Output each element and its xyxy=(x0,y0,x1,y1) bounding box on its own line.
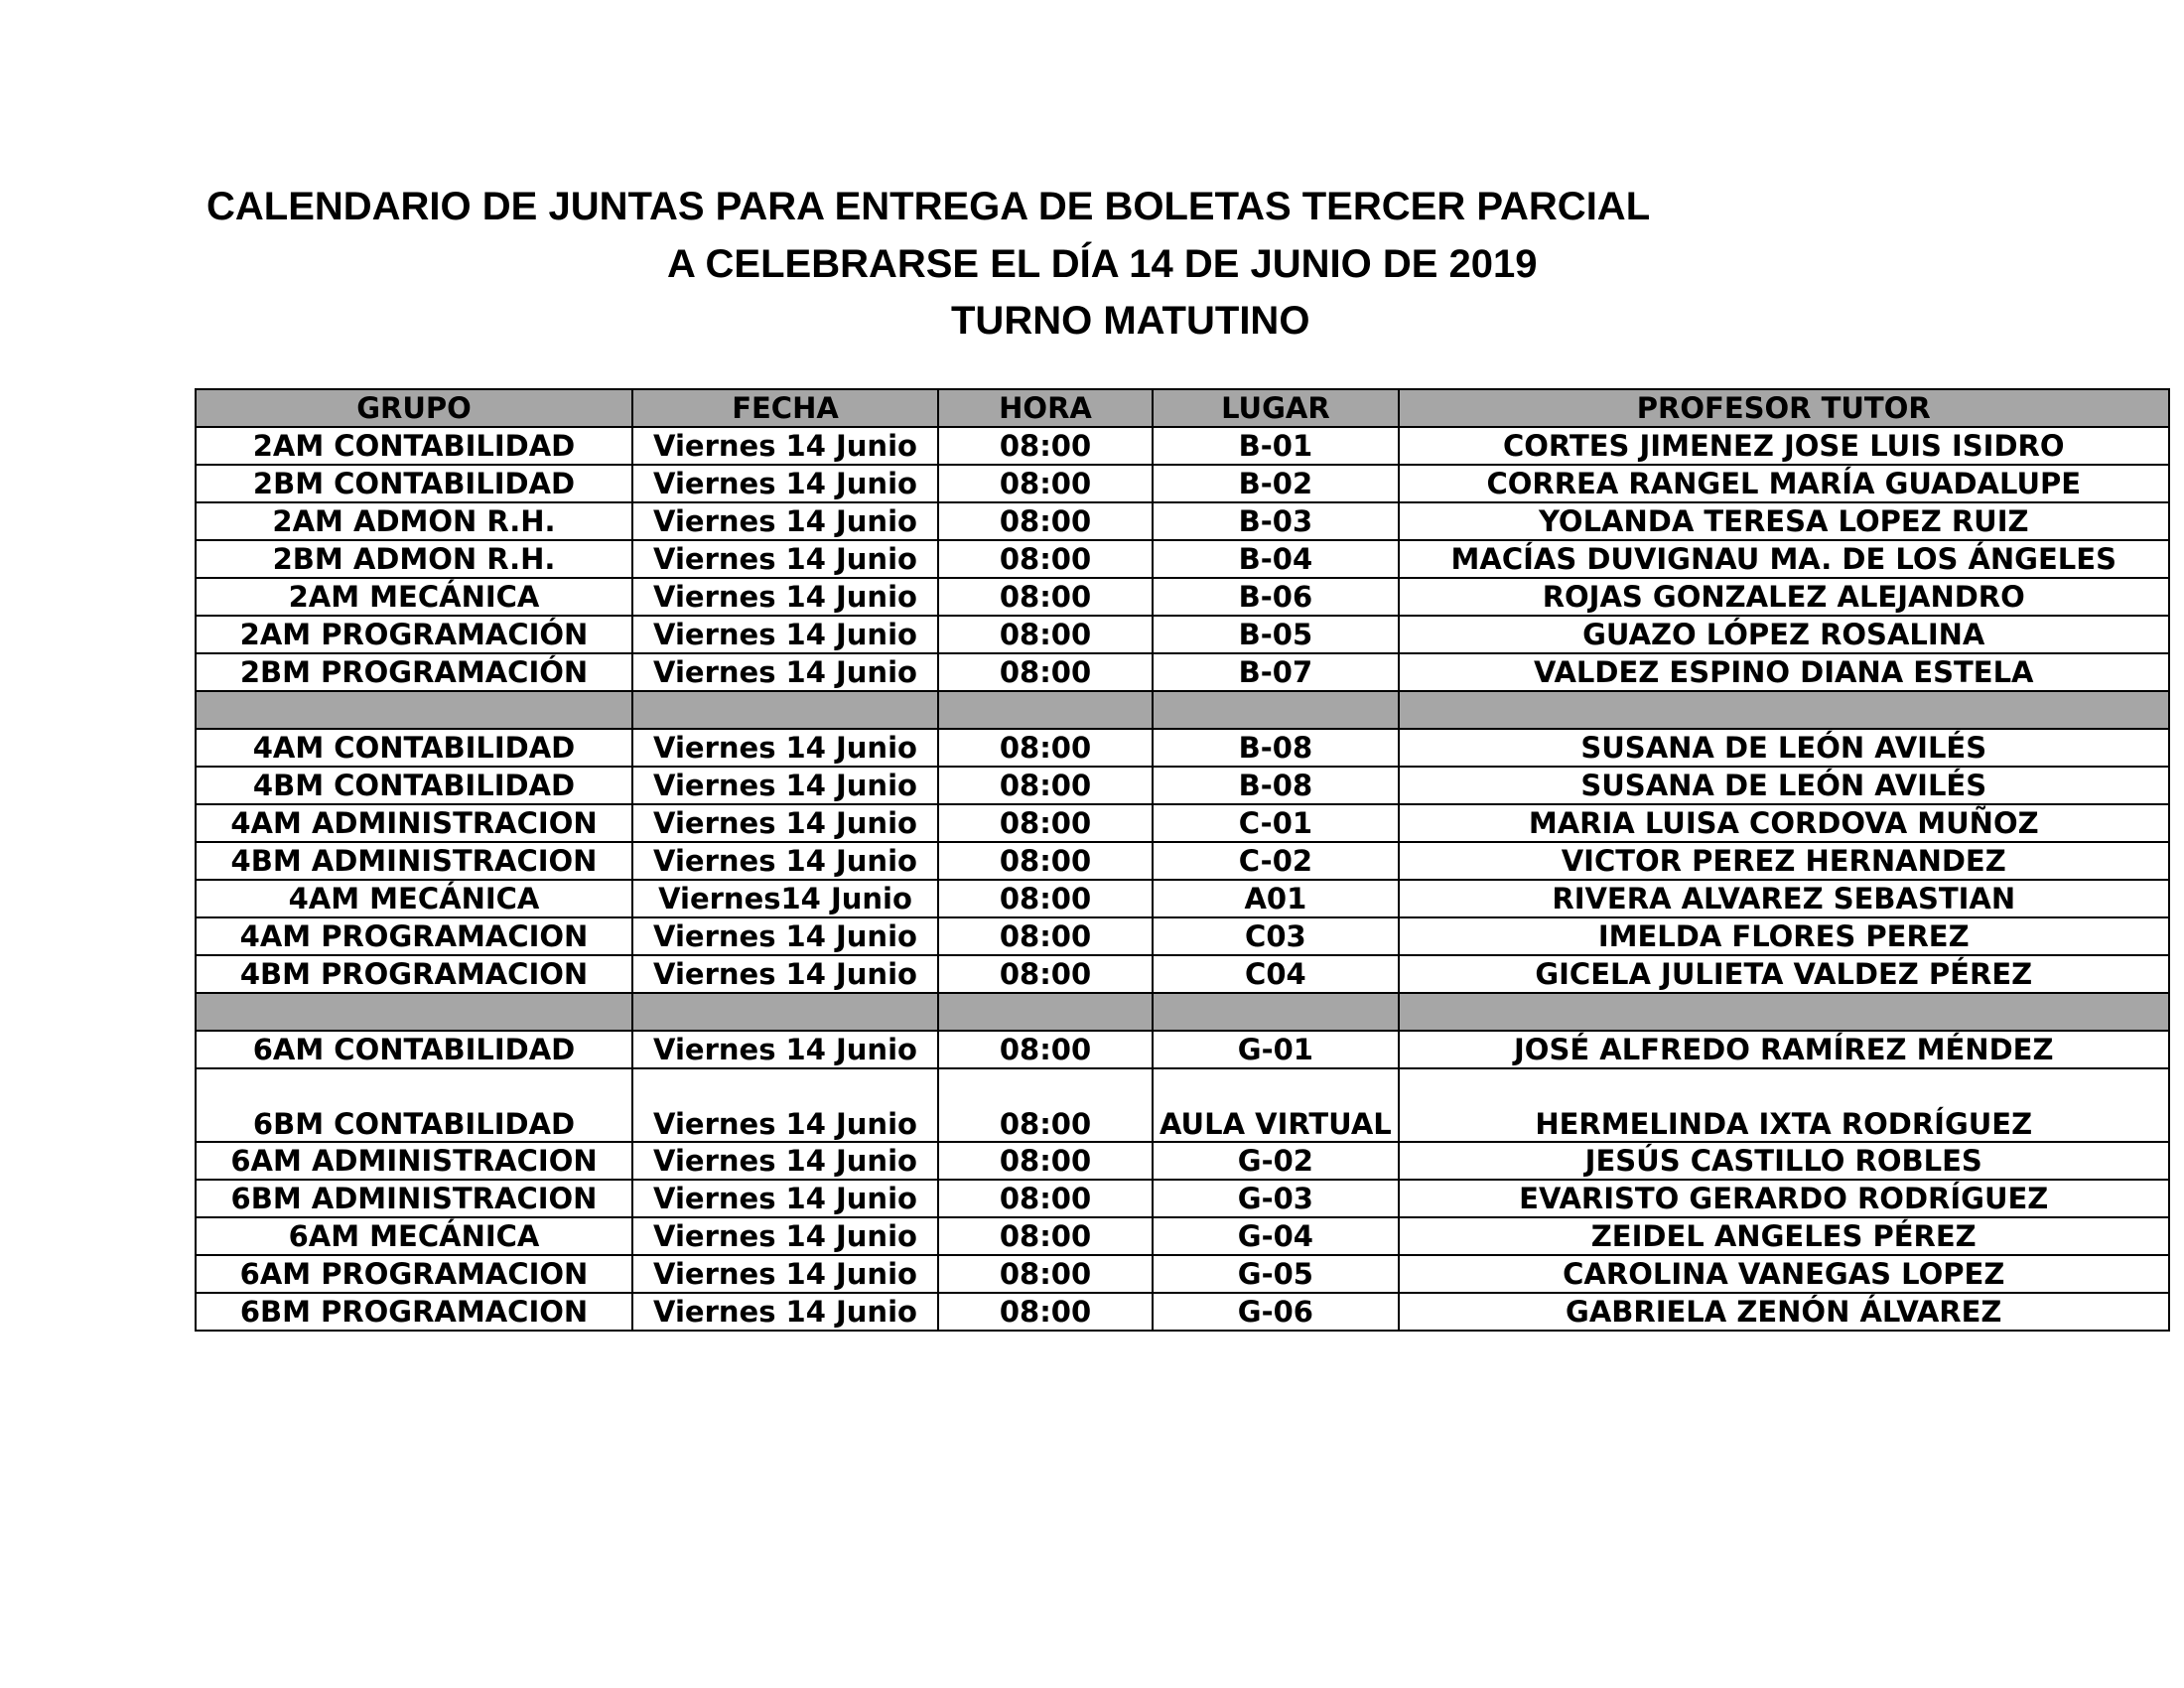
cell-grupo: 2AM PROGRAMACIÓN xyxy=(196,616,632,653)
table-row xyxy=(196,804,2169,842)
cell-grupo: 4BM ADMINISTRACION xyxy=(196,842,632,880)
cell-fecha: Viernes 14 Junio xyxy=(632,842,938,880)
cell-grupo: 6AM CONTABILIDAD xyxy=(196,1031,632,1068)
cell-profesor-tutor: GICELA JULIETA VALDEZ PÉREZ xyxy=(1399,955,2169,993)
cell-profesor-tutor: JESÚS CASTILLO ROBLES xyxy=(1399,1142,2169,1180)
cell-profesor-tutor: GUAZO LÓPEZ ROSALINA xyxy=(1399,616,2169,653)
cell-lugar: B-08 xyxy=(1153,729,1399,767)
cell-fecha: Viernes 14 Junio xyxy=(632,1180,938,1217)
cell-fecha: Viernes 14 Junio xyxy=(632,616,938,653)
cell-lugar: G-03 xyxy=(1153,1180,1399,1217)
cell-lugar: G-05 xyxy=(1153,1255,1399,1293)
cell-profesor-tutor: SUSANA DE LEÓN AVILÉS xyxy=(1399,767,2169,804)
cell-profesor-tutor: EVARISTO GERARDO RODRÍGUEZ xyxy=(1399,1180,2169,1217)
table-row xyxy=(196,578,2169,616)
cell-hora: 08:00 xyxy=(938,1255,1153,1293)
table-row xyxy=(196,1255,2169,1293)
cell-grupo: 2BM PROGRAMACIÓN xyxy=(196,653,632,691)
cell-lugar: G-06 xyxy=(1153,1293,1399,1331)
cell-grupo: 6BM CONTABILIDAD xyxy=(196,1068,632,1142)
table-row xyxy=(196,502,2169,540)
table-row xyxy=(196,540,2169,578)
cell-hora: 08:00 xyxy=(938,1068,1153,1142)
cell-fecha: Viernes 14 Junio xyxy=(632,1142,938,1180)
separator-cell xyxy=(1399,993,2169,1031)
separator-cell xyxy=(632,993,938,1031)
table-row xyxy=(196,729,2169,767)
cell-hora: 08:00 xyxy=(938,917,1153,955)
cell-fecha: Viernes 14 Junio xyxy=(632,540,938,578)
cell-lugar: B-02 xyxy=(1153,465,1399,502)
table-row xyxy=(196,917,2169,955)
cell-hora: 08:00 xyxy=(938,804,1153,842)
schedule-table xyxy=(195,388,2170,1332)
table-row xyxy=(196,653,2169,691)
cell-fecha: Viernes 14 Junio xyxy=(632,465,938,502)
cell-fecha: Viernes 14 Junio xyxy=(632,1293,938,1331)
cell-lugar: B-07 xyxy=(1153,653,1399,691)
separator-cell xyxy=(1399,691,2169,729)
document-shift: TURNO MATUTINO xyxy=(951,299,1310,343)
cell-grupo: 4AM PROGRAMACION xyxy=(196,917,632,955)
cell-profesor-tutor: ZEIDEL ANGELES PÉREZ xyxy=(1399,1217,2169,1255)
cell-profesor-tutor: VICTOR PEREZ HERNANDEZ xyxy=(1399,842,2169,880)
cell-lugar: B-06 xyxy=(1153,578,1399,616)
header-hora: HORA xyxy=(938,389,1153,427)
cell-hora: 08:00 xyxy=(938,955,1153,993)
cell-hora: 08:00 xyxy=(938,1031,1153,1068)
cell-grupo: 6AM ADMINISTRACION xyxy=(196,1142,632,1180)
separator-cell xyxy=(1153,691,1399,729)
cell-profesor-tutor: HERMELINDA IXTA RODRÍGUEZ xyxy=(1399,1068,2169,1142)
cell-lugar: B-01 xyxy=(1153,427,1399,465)
cell-lugar: G-02 xyxy=(1153,1142,1399,1180)
cell-fecha: Viernes 14 Junio xyxy=(632,1217,938,1255)
cell-grupo: 4AM MECÁNICA xyxy=(196,880,632,917)
cell-profesor-tutor: CORTES JIMENEZ JOSE LUIS ISIDRO xyxy=(1399,427,2169,465)
cell-profesor-tutor: CAROLINA VANEGAS LOPEZ xyxy=(1399,1255,2169,1293)
document-title: CALENDARIO DE JUNTAS PARA ENTREGA DE BOLETAS TERCER PARCIAL xyxy=(206,185,1651,228)
cell-lugar: C-01 xyxy=(1153,804,1399,842)
cell-profesor-tutor: ROJAS GONZALEZ ALEJANDRO xyxy=(1399,578,2169,616)
cell-grupo: 6AM PROGRAMACION xyxy=(196,1255,632,1293)
cell-lugar: G-01 xyxy=(1153,1031,1399,1068)
table-row xyxy=(196,1031,2169,1068)
cell-hora: 08:00 xyxy=(938,1142,1153,1180)
cell-profesor-tutor: GABRIELA ZENÓN ÁLVAREZ xyxy=(1399,1293,2169,1331)
cell-hora: 08:00 xyxy=(938,578,1153,616)
cell-lugar: C-02 xyxy=(1153,842,1399,880)
cell-profesor-tutor: SUSANA DE LEÓN AVILÉS xyxy=(1399,729,2169,767)
cell-hora: 08:00 xyxy=(938,729,1153,767)
table-row xyxy=(196,767,2169,804)
separator-row xyxy=(196,691,2169,729)
cell-lugar: B-03 xyxy=(1153,502,1399,540)
table-row xyxy=(196,955,2169,993)
cell-hora: 08:00 xyxy=(938,1293,1153,1331)
separator-row xyxy=(196,993,2169,1031)
cell-fecha: Viernes 14 Junio xyxy=(632,804,938,842)
header-fecha: FECHA xyxy=(632,389,938,427)
document-subtitle: A CELEBRARSE EL DÍA 14 DE JUNIO DE 2019 xyxy=(667,242,1538,286)
separator-cell xyxy=(196,691,632,729)
header-grupo: GRUPO xyxy=(196,389,632,427)
header-profesor-tutor: PROFESOR TUTOR xyxy=(1399,389,2169,427)
cell-hora: 08:00 xyxy=(938,767,1153,804)
cell-grupo: 4BM PROGRAMACION xyxy=(196,955,632,993)
cell-hora: 08:00 xyxy=(938,1217,1153,1255)
cell-lugar: B-04 xyxy=(1153,540,1399,578)
table-row xyxy=(196,880,2169,917)
table-row xyxy=(196,1142,2169,1180)
cell-grupo: 4AM CONTABILIDAD xyxy=(196,729,632,767)
table-row xyxy=(196,1293,2169,1331)
cell-fecha: Viernes 14 Junio xyxy=(632,1068,938,1142)
cell-fecha: Viernes 14 Junio xyxy=(632,578,938,616)
cell-grupo: 4BM CONTABILIDAD xyxy=(196,767,632,804)
cell-lugar: G-04 xyxy=(1153,1217,1399,1255)
cell-lugar: B-08 xyxy=(1153,767,1399,804)
table-row xyxy=(196,1180,2169,1217)
cell-profesor-tutor: MACÍAS DUVIGNAU MA. DE LOS ÁNGELES xyxy=(1399,540,2169,578)
cell-profesor-tutor: CORREA RANGEL MARÍA GUADALUPE xyxy=(1399,465,2169,502)
cell-lugar: C03 xyxy=(1153,917,1399,955)
cell-profesor-tutor: JOSÉ ALFREDO RAMÍREZ MÉNDEZ xyxy=(1399,1031,2169,1068)
cell-hora: 08:00 xyxy=(938,1180,1153,1217)
table-row xyxy=(196,427,2169,465)
cell-fecha: Viernes14 Junio xyxy=(632,880,938,917)
cell-lugar: A01 xyxy=(1153,880,1399,917)
cell-hora: 08:00 xyxy=(938,616,1153,653)
table-row xyxy=(196,842,2169,880)
table-row xyxy=(196,1068,2169,1142)
cell-lugar: C04 xyxy=(1153,955,1399,993)
separator-cell xyxy=(938,691,1153,729)
cell-grupo: 2BM ADMON R.H. xyxy=(196,540,632,578)
cell-hora: 08:00 xyxy=(938,880,1153,917)
table-row xyxy=(196,1217,2169,1255)
cell-grupo: 6AM MECÁNICA xyxy=(196,1217,632,1255)
cell-fecha: Viernes 14 Junio xyxy=(632,729,938,767)
cell-profesor-tutor: VALDEZ ESPINO DIANA ESTELA xyxy=(1399,653,2169,691)
cell-hora: 08:00 xyxy=(938,842,1153,880)
separator-cell xyxy=(632,691,938,729)
separator-cell xyxy=(1153,993,1399,1031)
header-lugar: LUGAR xyxy=(1153,389,1399,427)
table-row xyxy=(196,616,2169,653)
table-row xyxy=(196,465,2169,502)
cell-profesor-tutor: RIVERA ALVAREZ SEBASTIAN xyxy=(1399,880,2169,917)
cell-fecha: Viernes 14 Junio xyxy=(632,653,938,691)
cell-fecha: Viernes 14 Junio xyxy=(632,767,938,804)
header-row xyxy=(196,389,2169,427)
cell-profesor-tutor: IMELDA FLORES PEREZ xyxy=(1399,917,2169,955)
cell-grupo: 2AM MECÁNICA xyxy=(196,578,632,616)
cell-fecha: Viernes 14 Junio xyxy=(632,917,938,955)
cell-fecha: Viernes 14 Junio xyxy=(632,955,938,993)
cell-fecha: Viernes 14 Junio xyxy=(632,502,938,540)
cell-profesor-tutor: MARIA LUISA CORDOVA MUÑOZ xyxy=(1399,804,2169,842)
cell-grupo: 2BM CONTABILIDAD xyxy=(196,465,632,502)
cell-hora: 08:00 xyxy=(938,502,1153,540)
cell-lugar: B-05 xyxy=(1153,616,1399,653)
cell-grupo: 2AM ADMON R.H. xyxy=(196,502,632,540)
cell-hora: 08:00 xyxy=(938,540,1153,578)
cell-grupo: 6BM ADMINISTRACION xyxy=(196,1180,632,1217)
cell-grupo: 4AM ADMINISTRACION xyxy=(196,804,632,842)
separator-cell xyxy=(938,993,1153,1031)
cell-hora: 08:00 xyxy=(938,465,1153,502)
cell-lugar: AULA VIRTUAL xyxy=(1153,1068,1399,1142)
separator-cell xyxy=(196,993,632,1031)
cell-fecha: Viernes 14 Junio xyxy=(632,1255,938,1293)
cell-fecha: Viernes 14 Junio xyxy=(632,1031,938,1068)
cell-grupo: 6BM PROGRAMACION xyxy=(196,1293,632,1331)
cell-hora: 08:00 xyxy=(938,653,1153,691)
cell-hora: 08:00 xyxy=(938,427,1153,465)
cell-grupo: 2AM CONTABILIDAD xyxy=(196,427,632,465)
cell-profesor-tutor: YOLANDA TERESA LOPEZ RUIZ xyxy=(1399,502,2169,540)
cell-fecha: Viernes 14 Junio xyxy=(632,427,938,465)
